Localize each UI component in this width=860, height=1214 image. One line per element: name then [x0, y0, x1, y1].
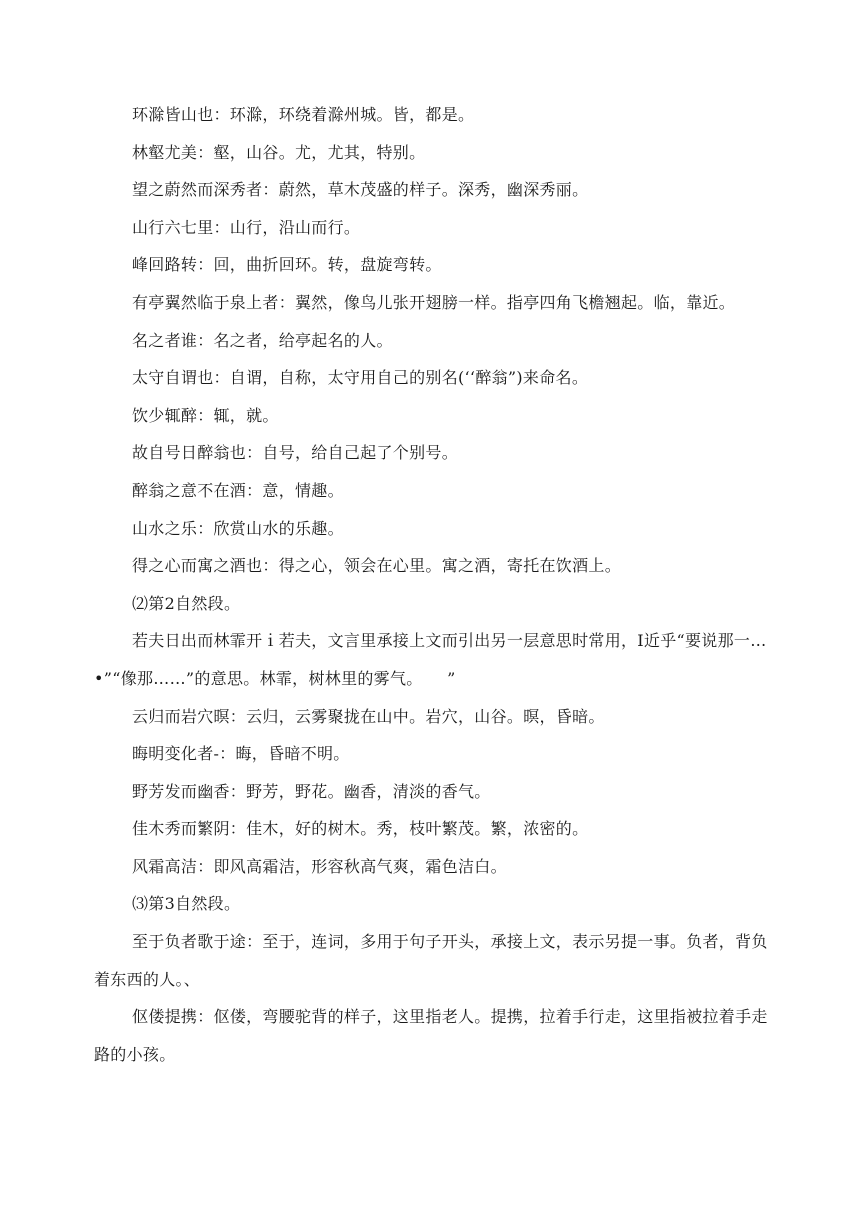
annotation-paragraph: 野芳发而幽香：野芳，野花。幽香，清淡的香气。 [132, 781, 491, 801]
annotation-paragraph: 太守自谓也：自谓，自称，太守用自己的别名(‘‘醉翁”)来命名。 [132, 368, 589, 388]
annotation-paragraph: 有亭翼然临于泉上者：翼然，像鸟儿张开翅膀一样。指亭四角飞檐翘起。临，靠近。 [132, 292, 736, 312]
section-heading: ⑶第3自然段。 [132, 894, 241, 914]
annotation-paragraph: 伛偻提携：伛偻，弯腰驼背的样子，这里指老人。提携，拉着手行走，这里指被拉着手走路的小孩。 [94, 1007, 768, 1064]
annotation-paragraph: 云归而岩穴暝：云归，云雾聚拢在山中。岩穴，山谷。暝，昏暗。 [132, 706, 605, 726]
document-body [94, 96, 780, 1073]
annotation-paragraph: 醉翁之意不在酒：意，情趣。 [132, 480, 344, 500]
annotation-paragraph: 故自号日醉翁也：自号，给自己起了个别号。 [132, 443, 459, 463]
annotation-paragraph: 望之蔚然而深秀者：蔚然，草木茂盛的样子。深秀，幽深秀丽。 [132, 180, 589, 200]
annotation-paragraph: 佳木秀而繁阴：佳木，好的树木。秀，枝叶繁茂。繁，浓密的。 [132, 819, 589, 839]
annotation-paragraph: 得之心而寓之酒也：得之心，领会在心里。寓之酒，寄托在饮酒上。 [132, 556, 622, 576]
annotation-paragraph: 山水之乐：欣赏山水的乐趣。 [132, 518, 344, 538]
annotation-paragraph: 环滁皆山也：环滁，环绕着滁州城。皆，都是。 [132, 105, 475, 124]
annotation-paragraph: 晦明变化者-：晦，昏暗不明。 [132, 744, 350, 764]
annotation-paragraph: 山行六七里：山行，沿山而行。 [132, 217, 361, 237]
annotation-paragraph: 若夫日出而林霏开ｉ若夫，文言里承接上文而引出另一层意思时常用，I近乎“要说那一…•”“像那……”的意思。林霏，树林里的雾气。 ” [94, 631, 767, 688]
annotation-paragraph: 饮少辄醉：辄，就。 [132, 405, 279, 425]
annotation-paragraph: 名之者谁：名之者，给亭起名的人。 [132, 330, 393, 350]
annotation-paragraph: 峰回路转：回，曲折回环。转，盘旋弯转。 [132, 255, 442, 275]
annotation-paragraph: 林壑尤美：壑，山谷。尤，尤其，特别。 [132, 142, 426, 162]
annotation-paragraph: 风霜高洁：即风高霜洁，形容秋高气爽，霜色洁白。 [132, 856, 507, 876]
section-heading: ⑵第2自然段。 [132, 593, 241, 613]
annotation-paragraph: 至于负者歌于途：至于，连词，多用于句子开头，承接上文，表示另提一事。负者，背负着东西的人。、 [94, 932, 768, 989]
